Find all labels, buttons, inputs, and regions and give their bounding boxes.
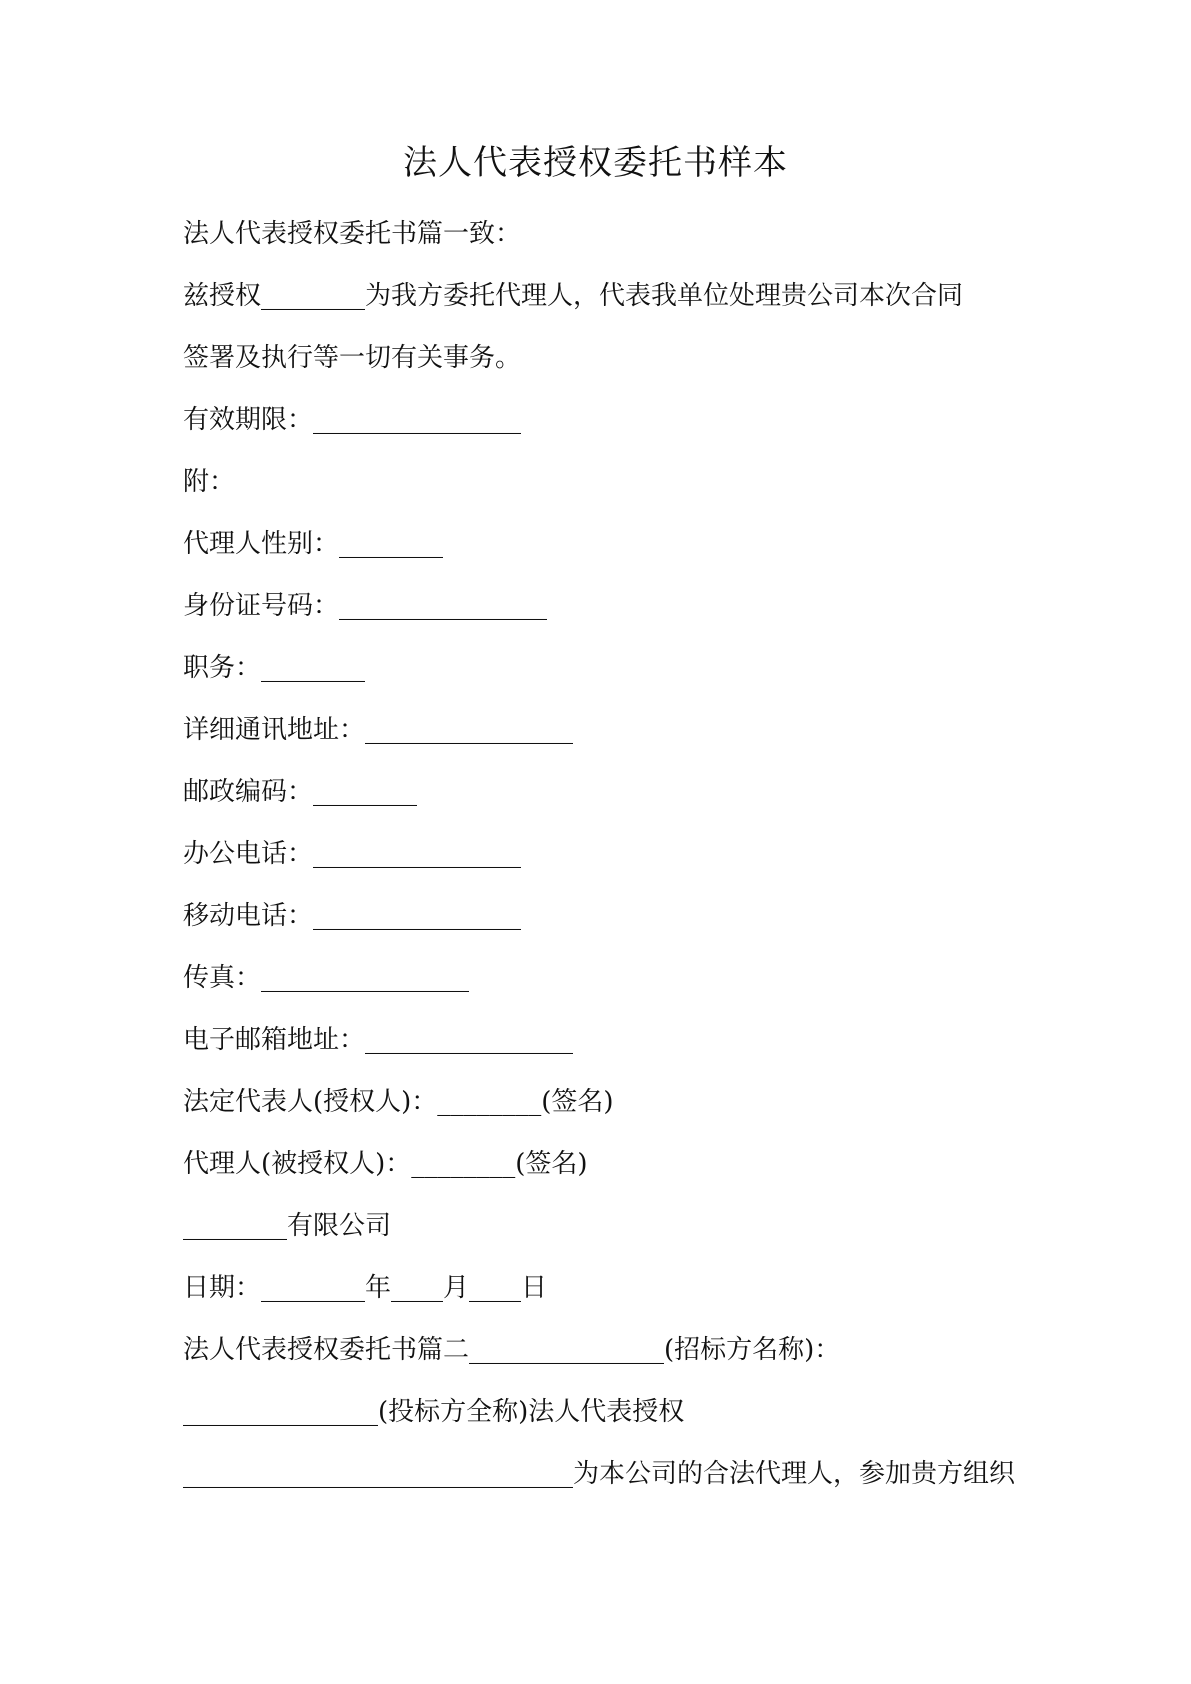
document-title: 法人代表授权委托书样本 <box>403 143 788 183</box>
authorization-scope-line: 签署及执行等一切有关事务。 <box>183 343 522 373</box>
authorization-line: 兹授权________为我方委托代理人，代表我单位处理贵公司本次合同 <box>183 281 964 311</box>
postal-code-field: 邮政编码：________ <box>183 777 418 807</box>
agent-signature: 代理人(被授权人)：________(签名) <box>183 1149 588 1179</box>
company-name-field: ________有限公司 <box>183 1211 392 1241</box>
mobile-phone-field: 移动电话：________________ <box>183 901 522 931</box>
office-phone-field: 办公电话：________________ <box>183 839 522 869</box>
fax-field: 传真：________________ <box>183 963 470 993</box>
bidder-authorization-line: _______________(投标方全称)法人代表授权 <box>183 1397 685 1427</box>
validity-period-field: 有效期限：________________ <box>183 405 522 435</box>
legal-representative-signature: 法定代表人(授权人)：________(签名) <box>183 1087 614 1117</box>
legal-agent-line: ______________________________为本公司的合法代理人，参加贵方组织 <box>183 1459 1016 1489</box>
agent-gender-field: 代理人性别：________ <box>183 529 444 559</box>
date-field: 日期：________年____月____日 <box>183 1273 548 1303</box>
section-two-heading: 法人代表授权委托书篇二_______________(招标方名称)： <box>183 1335 841 1365</box>
appendix-label: 附： <box>183 467 236 497</box>
email-field: 电子邮箱地址：________________ <box>183 1025 574 1055</box>
id-number-field: 身份证号码：________________ <box>183 591 548 621</box>
address-field: 详细通讯地址：________________ <box>183 715 574 745</box>
section-one-heading: 法人代表授权委托书篇一致： <box>183 219 522 249</box>
position-field: 职务：________ <box>183 653 366 683</box>
